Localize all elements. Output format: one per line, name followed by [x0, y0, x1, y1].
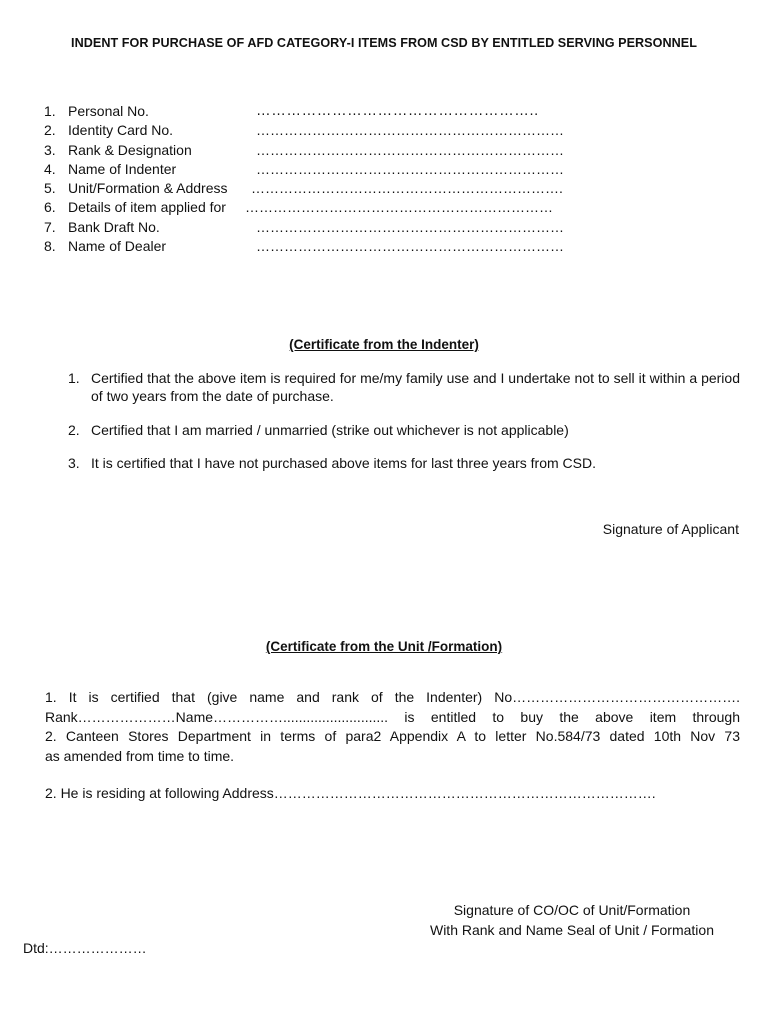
field-blank-line: ………………………………………………………… — [245, 199, 553, 216]
co-signature-block — [402, 901, 742, 940]
field-label: Name of Indenter — [68, 160, 177, 177]
field-blank-line: ……………………………………………….. — [256, 103, 539, 119]
field-number: 1. — [44, 103, 56, 119]
field-number: 4. — [44, 160, 56, 177]
field-label: Personal No. — [68, 103, 149, 119]
indenter-certificate-item — [68, 370, 740, 405]
unit-certificate-line: 1. It is certified that (give name and rank of the Indenter) No…………………………………………. — [45, 689, 740, 705]
field-name-of-dealer — [44, 237, 664, 256]
field-label: Details of item applied for — [68, 199, 226, 216]
field-label: Rank & Designation — [68, 141, 192, 158]
unit-certificate-line: as amended from time to time. — [45, 747, 235, 764]
field-label: Identity Card No. — [68, 122, 174, 139]
field-unit-formation-address — [44, 179, 664, 198]
certificate-number: 1. — [68, 370, 80, 386]
unit-certificate-body — [45, 688, 740, 804]
field-number: 2. — [44, 122, 56, 139]
field-blank-line: …………………………………………………………. — [251, 180, 563, 197]
field-item-details — [44, 198, 664, 217]
unit-certificate-heading: (Certificate from the Unit /Formation) — [265, 639, 503, 654]
field-blank-line: ………………………………………………………… — [256, 160, 564, 177]
unit-certificate-line: 2. Canteen Stores Department in terms of para2 Appendix A to letter No.584/73 dated 10th Nov 73 — [45, 728, 740, 744]
certificate-number: 3. — [68, 454, 80, 471]
certificate-text: Certified that the above item is required for me/my family use and I undertake not to sell it within a period of two years from the date of purchase. — [91, 370, 740, 404]
indenter-certificate-item — [68, 422, 740, 440]
indenter-certificate-item — [68, 455, 740, 473]
field-blank-line: ………………………………………………………… — [256, 218, 564, 235]
field-blank-line: ………………………………………………………… — [256, 141, 564, 158]
unit-certificate-line: Rank…………………Name……………........................... is entitled to buy the above item through — [45, 708, 740, 725]
field-rank-designation — [44, 141, 664, 160]
field-label: Bank Draft No. — [68, 218, 160, 235]
field-blank-line: ………………………………………………………… — [256, 238, 564, 255]
co-seal-label: With Rank and Name Seal of Unit / Formation — [429, 921, 714, 938]
field-name-of-indenter — [44, 160, 664, 179]
form-title: INDENT FOR PURCHASE OF AFD CATEGORY-I ITEMS FROM CSD BY ENTITLED SERVING PERSONNEL — [71, 36, 697, 50]
field-blank-line: ………………………………………………………… — [256, 122, 564, 139]
indenter-certificate-list — [68, 370, 740, 488]
field-number: 3. — [44, 141, 56, 158]
field-label: Name of Dealer — [68, 238, 167, 255]
field-number: 5. — [44, 180, 56, 197]
field-identity-card-no — [44, 121, 664, 140]
field-number: 7. — [44, 218, 56, 235]
personal-details-list — [44, 102, 664, 256]
applicant-signature-label: Signature of Applicant — [602, 521, 739, 537]
certificate-number: 2. — [68, 422, 80, 438]
certificate-text: Certified that I am married / unmarried (strike out whichever is not applicable) — [91, 422, 569, 438]
indenter-certificate-heading: (Certificate from the Indenter) — [289, 337, 479, 352]
field-number: 8. — [44, 238, 56, 255]
dated-field: Dtd:………………… — [23, 940, 147, 956]
certificate-text: It is certified that I have not purchased above items for last three years from CSD. — [91, 454, 597, 471]
field-number: 6. — [44, 199, 56, 216]
unit-address-line: 2. He is residing at following Address………………………………………………………………………. — [45, 785, 656, 801]
field-label: Unit/Formation & Address — [68, 180, 228, 197]
field-personal-no — [44, 102, 664, 121]
field-bank-draft-no — [44, 218, 664, 237]
co-signature-label: Signature of CO/OC of Unit/Formation — [453, 902, 691, 918]
